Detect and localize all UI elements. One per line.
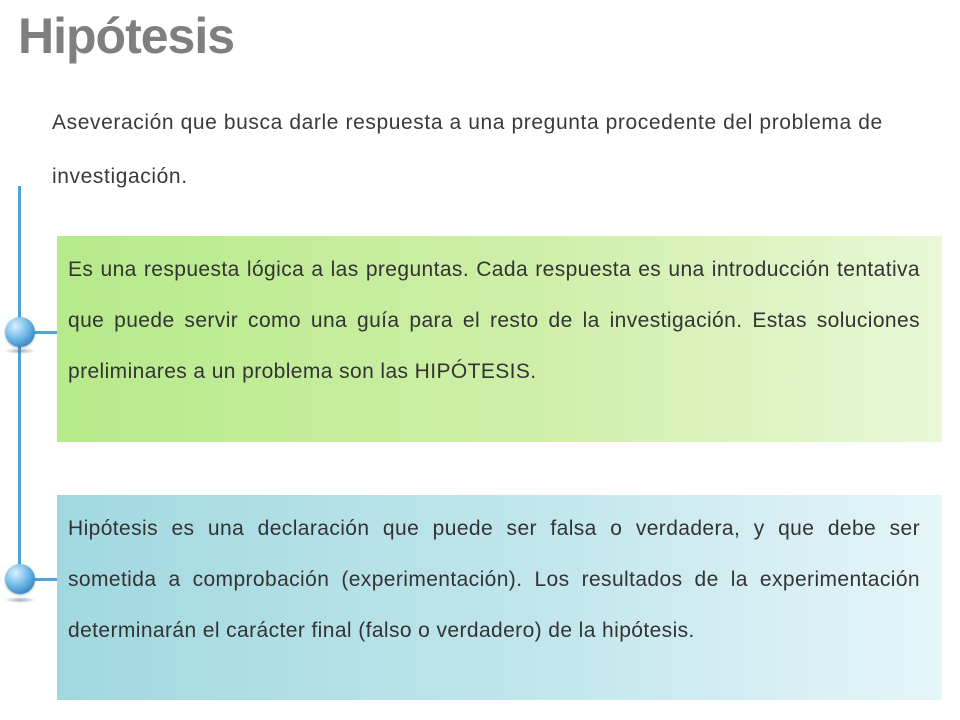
green-text-box (57, 236, 942, 442)
timeline-node-2-icon (5, 564, 35, 594)
timeline-node-1-shadow (5, 348, 35, 354)
intro-text: Aseveración que busca darle respuesta a una pregunta procedente del problema de investigación. (52, 111, 883, 188)
timeline-node-2-shadow (5, 597, 35, 603)
green-box-text: Es una respuesta lógica a las preguntas. Cada respuesta es una introducción tentativa que puede servir como una guía para el resto de la investigación. Estas soluciones preliminares a un problema son las HIPÓTESIS. (68, 258, 920, 383)
timeline-node-1-icon (5, 317, 35, 347)
blue-box-text: Hipótesis es una declaración que puede ser falsa o verdadera, y que debe ser sometida a comprobación (experimentación). Los resultados de la experimentación determinarán el carácter final (falso o verdadero) de la hipótesis. (68, 517, 920, 642)
blue-text-box (57, 495, 942, 700)
timeline-line (18, 186, 21, 588)
slide-title: Hipótesis (18, 8, 235, 64)
